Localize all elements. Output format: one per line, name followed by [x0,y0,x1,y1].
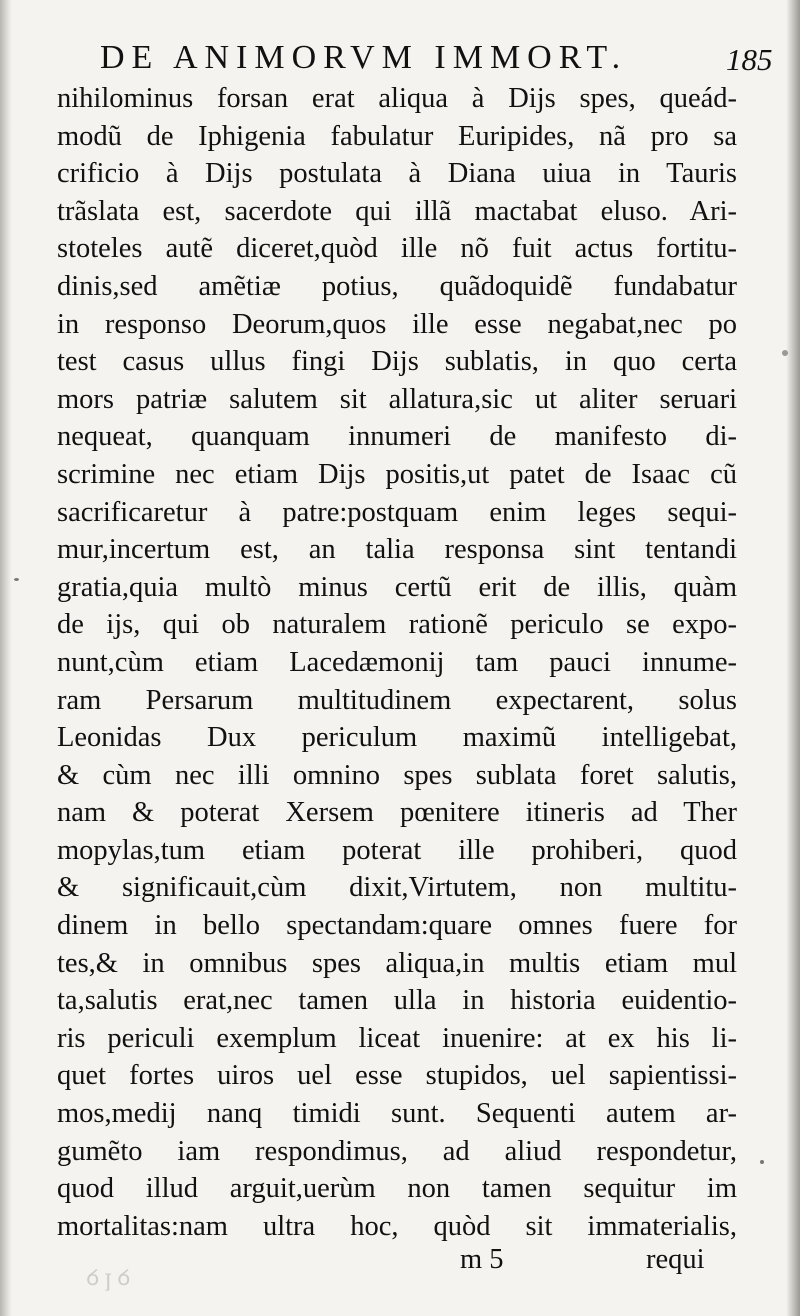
text-line: dinem in bello spectandam:quare omnes fuere for [57,910,737,942]
text-line: ram Persarum multitudinem expectarent, solus [57,684,737,716]
ink-speck [14,578,19,581]
ink-speck [760,1160,764,1164]
text-line: mur,incertum est, an talia responsa sint tentandi [57,534,737,566]
text-line: mopylas,tum etiam poterat ille prohiberi, quod [57,834,737,866]
text-line: nunt,cùm etiam Lacedæmonij tam pauci innume- [57,646,737,678]
text-line: quod illud arguit,uerùm non tamen sequitur im [57,1173,737,1205]
text-line: dinis,sed amẽtiæ potius, quãdoquidẽ fundabatur [57,270,737,302]
text-line: & cùm nec illi omnino spes sublata foret salutis, [57,759,737,791]
text-line: gumẽto iam respondimus, ad aliud respondetur, [57,1135,737,1167]
text-line: ris periculi exemplum liceat inuenire: at ex his li- [57,1022,737,1054]
text-line: sacrificaretur à patre:postquam enim leges sequi- [57,496,737,528]
text-line: scrimine nec etiam Dijs positis,ut patet de Isaac cũ [57,458,737,490]
page-edge-shadow [786,0,800,1316]
text-line: tes,& in omnibus spes aliqua,in multis etiam mul [57,947,737,979]
text-line: modũ de Iphigenia fabulatur Euripides, nã pro sa [57,120,737,152]
page-gutter-shadow [0,0,12,1316]
text-line: test casus ullus fingi Dijs sublatis, in quo certa [57,346,737,378]
show-through-ink: ꝺ ꞁ ꝺ [86,1265,131,1290]
text-line: nihilominus forsan erat aliqua à Dijs spes, queád- [57,83,737,114]
text-line: gratia,quia multò minus certũ erit de illis, quàm [57,571,737,603]
catchword: requi [646,1244,705,1275]
text-line: quet fortes uiros uel esse stupidos, uel sapientissi- [57,1060,737,1092]
text-line: Leonidas Dux periculum maximũ intelligebat, [57,722,737,754]
text-line: nam & poterat Xersem pœnitere itineris ad Ther [57,797,737,829]
body-text [57,80,737,1245]
text-line: nequeat, quanquam innumeri de manifesto di- [57,421,737,453]
signature-mark: m 5 [460,1244,504,1275]
text-line: stoteles autẽ diceret,quòd ille nõ fuit actus fortitu- [57,233,737,265]
text-line: de ijs, qui ob naturalem rationẽ periculo se expo- [57,609,737,641]
text-line: crificio à Dijs postulata à Diana uiua in Tauris [57,158,737,190]
ink-speck [782,350,788,356]
page-footer [460,1244,720,1280]
running-head: DE ANIMORVM IMMORT. [100,39,628,76]
text-line: ta,salutis erat,nec tamen ulla in historia euidentio- [57,985,737,1017]
text-line: in responso Deorum,quos ille esse negabat,nec po [57,308,737,340]
page-number: 185 [726,42,773,77]
text-line: mors patriæ salutem sit allatura,sic ut aliter seruari [57,383,737,415]
text-line: & significauit,cùm dixit,Virtutem, non multitu- [57,872,737,904]
text-line: trãslata est, sacerdote qui illã mactabat eluso. Ari- [57,195,737,227]
text-line: mortalitas:nam ultra hoc, quòd sit immaterialis, [57,1210,737,1242]
text-line: mos,medij nanq timidi sunt. Sequenti autem ar- [57,1098,737,1130]
